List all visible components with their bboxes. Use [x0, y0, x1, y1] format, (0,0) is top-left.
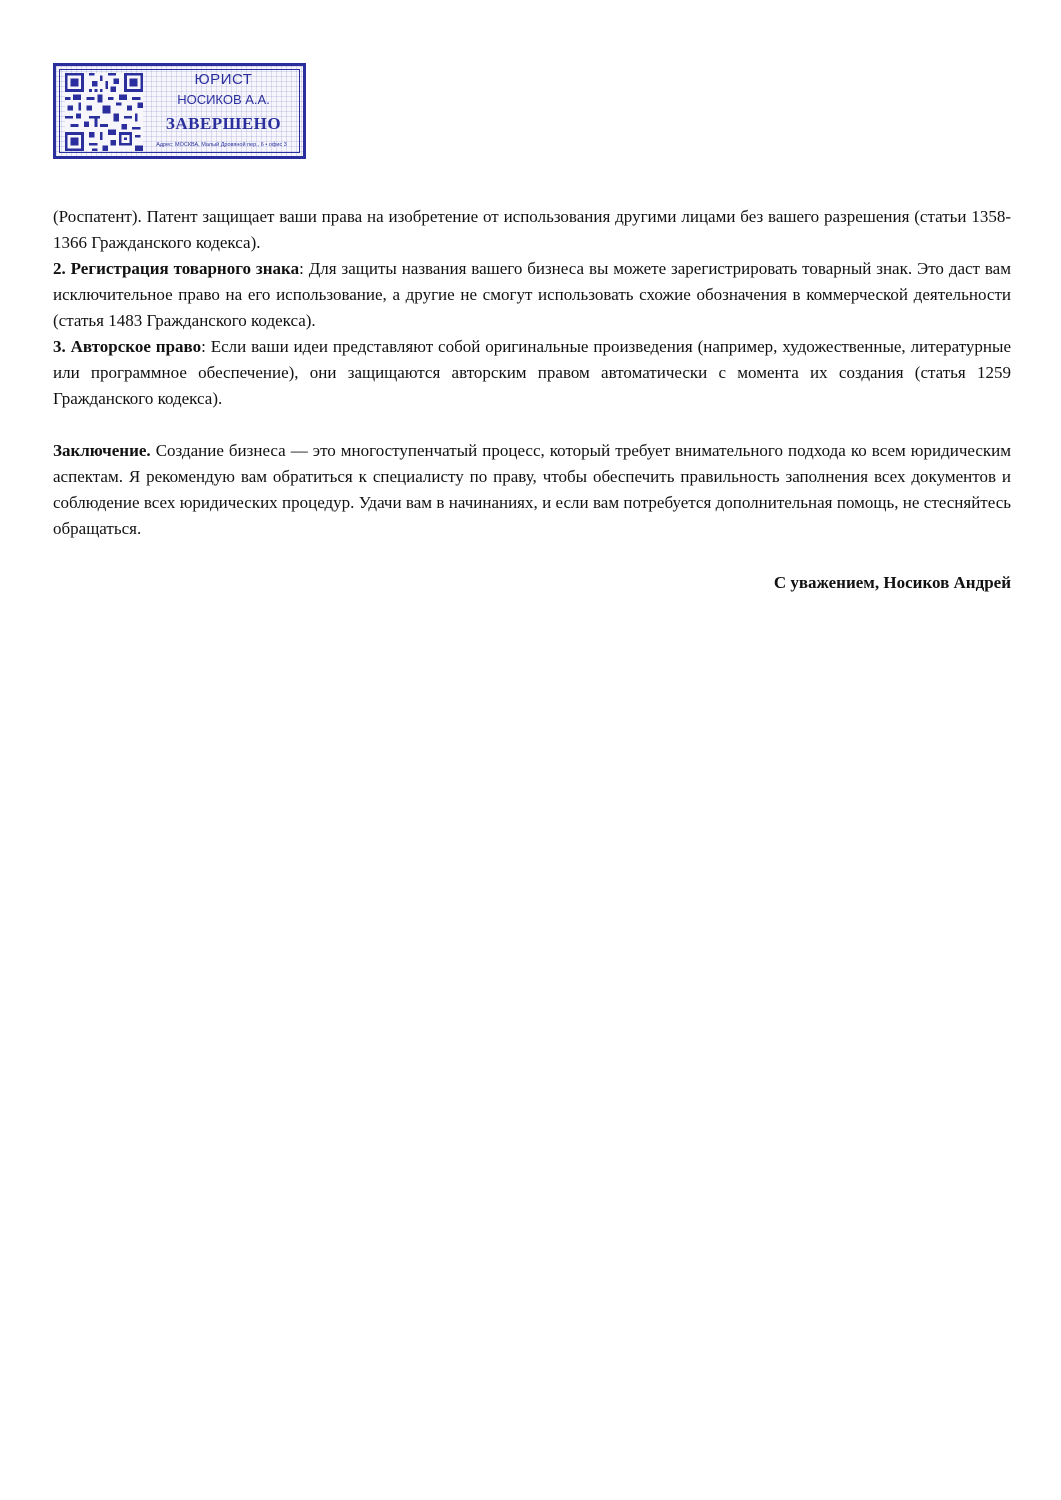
paragraph-copyright	[53, 334, 1011, 412]
document-body	[53, 204, 1011, 542]
paragraph-patent	[53, 204, 1011, 256]
conclusion-lead: Заключение.	[53, 441, 151, 460]
stamp-lawyer-name: НОСИКОВ А.А.	[177, 92, 270, 107]
conclusion-text: Создание бизнеса — это многоступенчатый процесс, который требует внимательного подхода ко всем юридическим аспектам. Я рекомендую вам обратиться к специалисту по праву, чтобы обеспечить правильность заполнения всех документов и соблюдение всех юридических процедур. Удачи вам в начинаниях, и если вам потребуется дополнительная помощь, не стесняйтесь обращаться.	[53, 441, 1011, 538]
stamp-title: ЮРИСТ	[194, 71, 253, 88]
paragraph-text: (Роспатент). Патент защищает ваши права на изобретение от использования другими лицами без вашего разрешения (статьи 1358-1366 Гражданского кодекса).	[53, 207, 1011, 252]
paragraph-text: : Для защиты названия вашего бизнеса вы можете зарегистрировать товарный знак. Это даст вам исключительное право на его использование, а другие не смогут использовать схожие обозначения в коммерческой деятельности (статья 1483 Гражданского кодекса).	[53, 259, 1011, 330]
paragraph-trademark	[53, 256, 1011, 334]
stamp-address: Адрес: МОСКВА, Малый Дровяной пер., 6 • офис 3	[156, 142, 287, 148]
paragraph-conclusion	[53, 438, 1011, 542]
stamp-status: ЗАВЕРШЕНО	[165, 114, 282, 133]
paragraph-text: : Если ваши идеи представляют собой оригинальные произведения (например, художественные, литературные или программное обеспечение), они защищаются авторским правом автоматически с момента их создания (статья 1259 Гражданского кодекса).	[53, 337, 1011, 408]
lawyer-stamp	[53, 63, 306, 159]
stamp-text	[148, 66, 299, 156]
paragraph-spacer	[53, 412, 1011, 438]
signature: С уважением, Носиков Андрей	[773, 573, 1011, 592]
qr-code-icon	[65, 73, 143, 151]
paragraph-lead: 2. Регистрация товарного знака	[53, 259, 300, 278]
paragraph-lead: 3. Авторское право	[53, 337, 202, 356]
